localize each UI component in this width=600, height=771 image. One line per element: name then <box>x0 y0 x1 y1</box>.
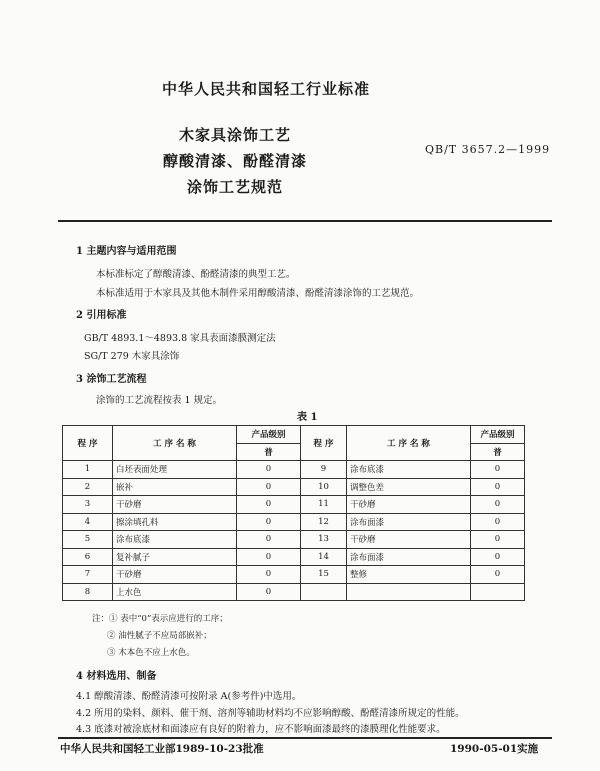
step-grade-value: 0 <box>471 478 525 496</box>
step-name: 干砂磨 <box>113 496 237 514</box>
step-seq: 5 <box>63 531 113 549</box>
section-2-heading: 2 引用标准 <box>76 310 127 321</box>
section-3-heading: 3 涂饰工艺流程 <box>76 374 147 385</box>
step-seq: 4 <box>63 513 113 531</box>
step-name: 干砂磨 <box>347 496 471 514</box>
step-name: 白坯表面处理 <box>113 461 237 479</box>
document-title-line-3: 涂饰工艺规范 <box>186 178 283 196</box>
step-name: 擦涂填孔料 <box>113 513 237 531</box>
step-grade-value: 0 <box>471 496 525 514</box>
section-1-heading: 1 主题内容与适用范围 <box>76 246 177 257</box>
table-row <box>63 496 525 514</box>
step-grade-value: 0 <box>237 496 301 514</box>
table-row <box>63 478 525 496</box>
step-grade-value: 0 <box>237 531 301 549</box>
header-seq-left: 程 序 <box>63 426 113 461</box>
table-note-1: 注：① 表中“0”表示应进行的工序； <box>92 614 228 624</box>
header-grade-sub-left: 普 <box>237 443 301 461</box>
step-name: 复补腻子 <box>113 548 237 566</box>
section-1-para-2: 本标准适用于木家具及其他木制件采用醇酸清漆、酚醛清漆涂饰的工艺规范。 <box>96 288 420 299</box>
document-title-line-2: 醇酸清漆、酚醛清漆 <box>162 152 307 170</box>
step-seq: 7 <box>63 566 113 584</box>
step-seq: 15 <box>301 566 347 584</box>
empty-cell <box>347 583 471 601</box>
section-4-item-2: 4.2 所用的染料、颜料、催干剂、溶剂等辅助材料均不应影响醇酸、酚醛清漆所规定的性能。 <box>76 708 465 719</box>
step-name: 上水色 <box>113 583 237 601</box>
approval-date: 中华人民共和国轻工业部1989-10-23批准 <box>60 743 264 755</box>
step-name: 干砂磨 <box>113 566 237 584</box>
step-seq: 9 <box>301 461 347 479</box>
step-name: 调整色差 <box>347 478 471 496</box>
table-note-3: ③ 木本色不应上水色。 <box>107 648 195 658</box>
step-grade-value: 0 <box>237 583 301 601</box>
header-grade-sub-right: 普 <box>471 443 525 461</box>
footer-divider <box>58 737 552 739</box>
step-grade-value: 0 <box>471 566 525 584</box>
step-seq: 14 <box>301 548 347 566</box>
table-row <box>63 531 525 549</box>
step-seq: 2 <box>63 478 113 496</box>
step-seq: 11 <box>301 496 347 514</box>
step-seq: 10 <box>301 478 347 496</box>
header-divider <box>58 220 552 222</box>
step-grade-value: 0 <box>471 513 525 531</box>
table-caption: 表 1 <box>297 412 318 423</box>
reference-1: GB/T 4893.1～4893.8 家具表面漆膜测定法 <box>84 333 276 344</box>
document-title-line-1: 木家具涂饰工艺 <box>178 126 291 144</box>
empty-cell <box>471 583 525 601</box>
table-row <box>63 566 525 584</box>
section-1-para-1: 本标准标定了醇酸清漆、酚醛清漆的典型工艺。 <box>96 269 296 280</box>
step-name: 涂布面漆 <box>347 513 471 531</box>
step-grade-value: 0 <box>237 461 301 479</box>
step-grade-value: 0 <box>237 478 301 496</box>
step-name: 整修 <box>347 566 471 584</box>
step-name: 涂布底漆 <box>113 531 237 549</box>
step-name: 嵌补 <box>113 478 237 496</box>
standard-number: QB/T 3657.2—1999 <box>425 143 551 156</box>
header-seq-right: 程 序 <box>301 426 347 461</box>
step-seq: 3 <box>63 496 113 514</box>
empty-cell <box>301 583 347 601</box>
step-grade-value: 0 <box>237 513 301 531</box>
industry-standard-title: 中华人民共和国轻工行业标准 <box>162 80 371 98</box>
section-4-item-1: 4.1 醇酸清漆、酚醛清漆可按附录 A(参考件)中选用。 <box>76 691 302 702</box>
effective-date: 1990-05-01实施 <box>450 743 539 755</box>
process-table <box>62 425 525 601</box>
step-seq: 12 <box>301 513 347 531</box>
step-seq: 13 <box>301 531 347 549</box>
step-grade-value: 0 <box>237 566 301 584</box>
step-grade-value: 0 <box>237 548 301 566</box>
step-name: 涂布面漆 <box>347 548 471 566</box>
header-name-right: 工 序 名 称 <box>347 426 471 461</box>
section-4-heading: 4 材料选用、制备 <box>76 671 157 682</box>
table-row <box>63 513 525 531</box>
table-row <box>63 583 525 601</box>
header-name-left: 工 序 名 称 <box>113 426 237 461</box>
header-grade-right: 产品级别 <box>471 426 525 444</box>
table-note-2: ② 油性腻子不应局部嵌补； <box>107 631 212 641</box>
step-seq: 6 <box>63 548 113 566</box>
step-grade-value: 0 <box>471 461 525 479</box>
table-row <box>63 548 525 566</box>
step-grade-value: 0 <box>471 531 525 549</box>
step-name: 干砂磨 <box>347 531 471 549</box>
section-3-para: 涂饰的工艺流程按表 1 规定。 <box>96 395 223 406</box>
step-name: 涂布底漆 <box>347 461 471 479</box>
section-4-item-3: 4.3 底漆对被涂底材和面漆应有良好的附着力，应不影响面漆最终的漆膜理化性能要求。 <box>76 724 446 735</box>
step-seq: 1 <box>63 461 113 479</box>
reference-2: SG/T 279 木家具涂饰 <box>84 351 180 362</box>
step-grade-value: 0 <box>471 548 525 566</box>
step-seq: 8 <box>63 583 113 601</box>
table-row <box>63 461 525 479</box>
header-grade-left: 产品级别 <box>237 426 301 444</box>
